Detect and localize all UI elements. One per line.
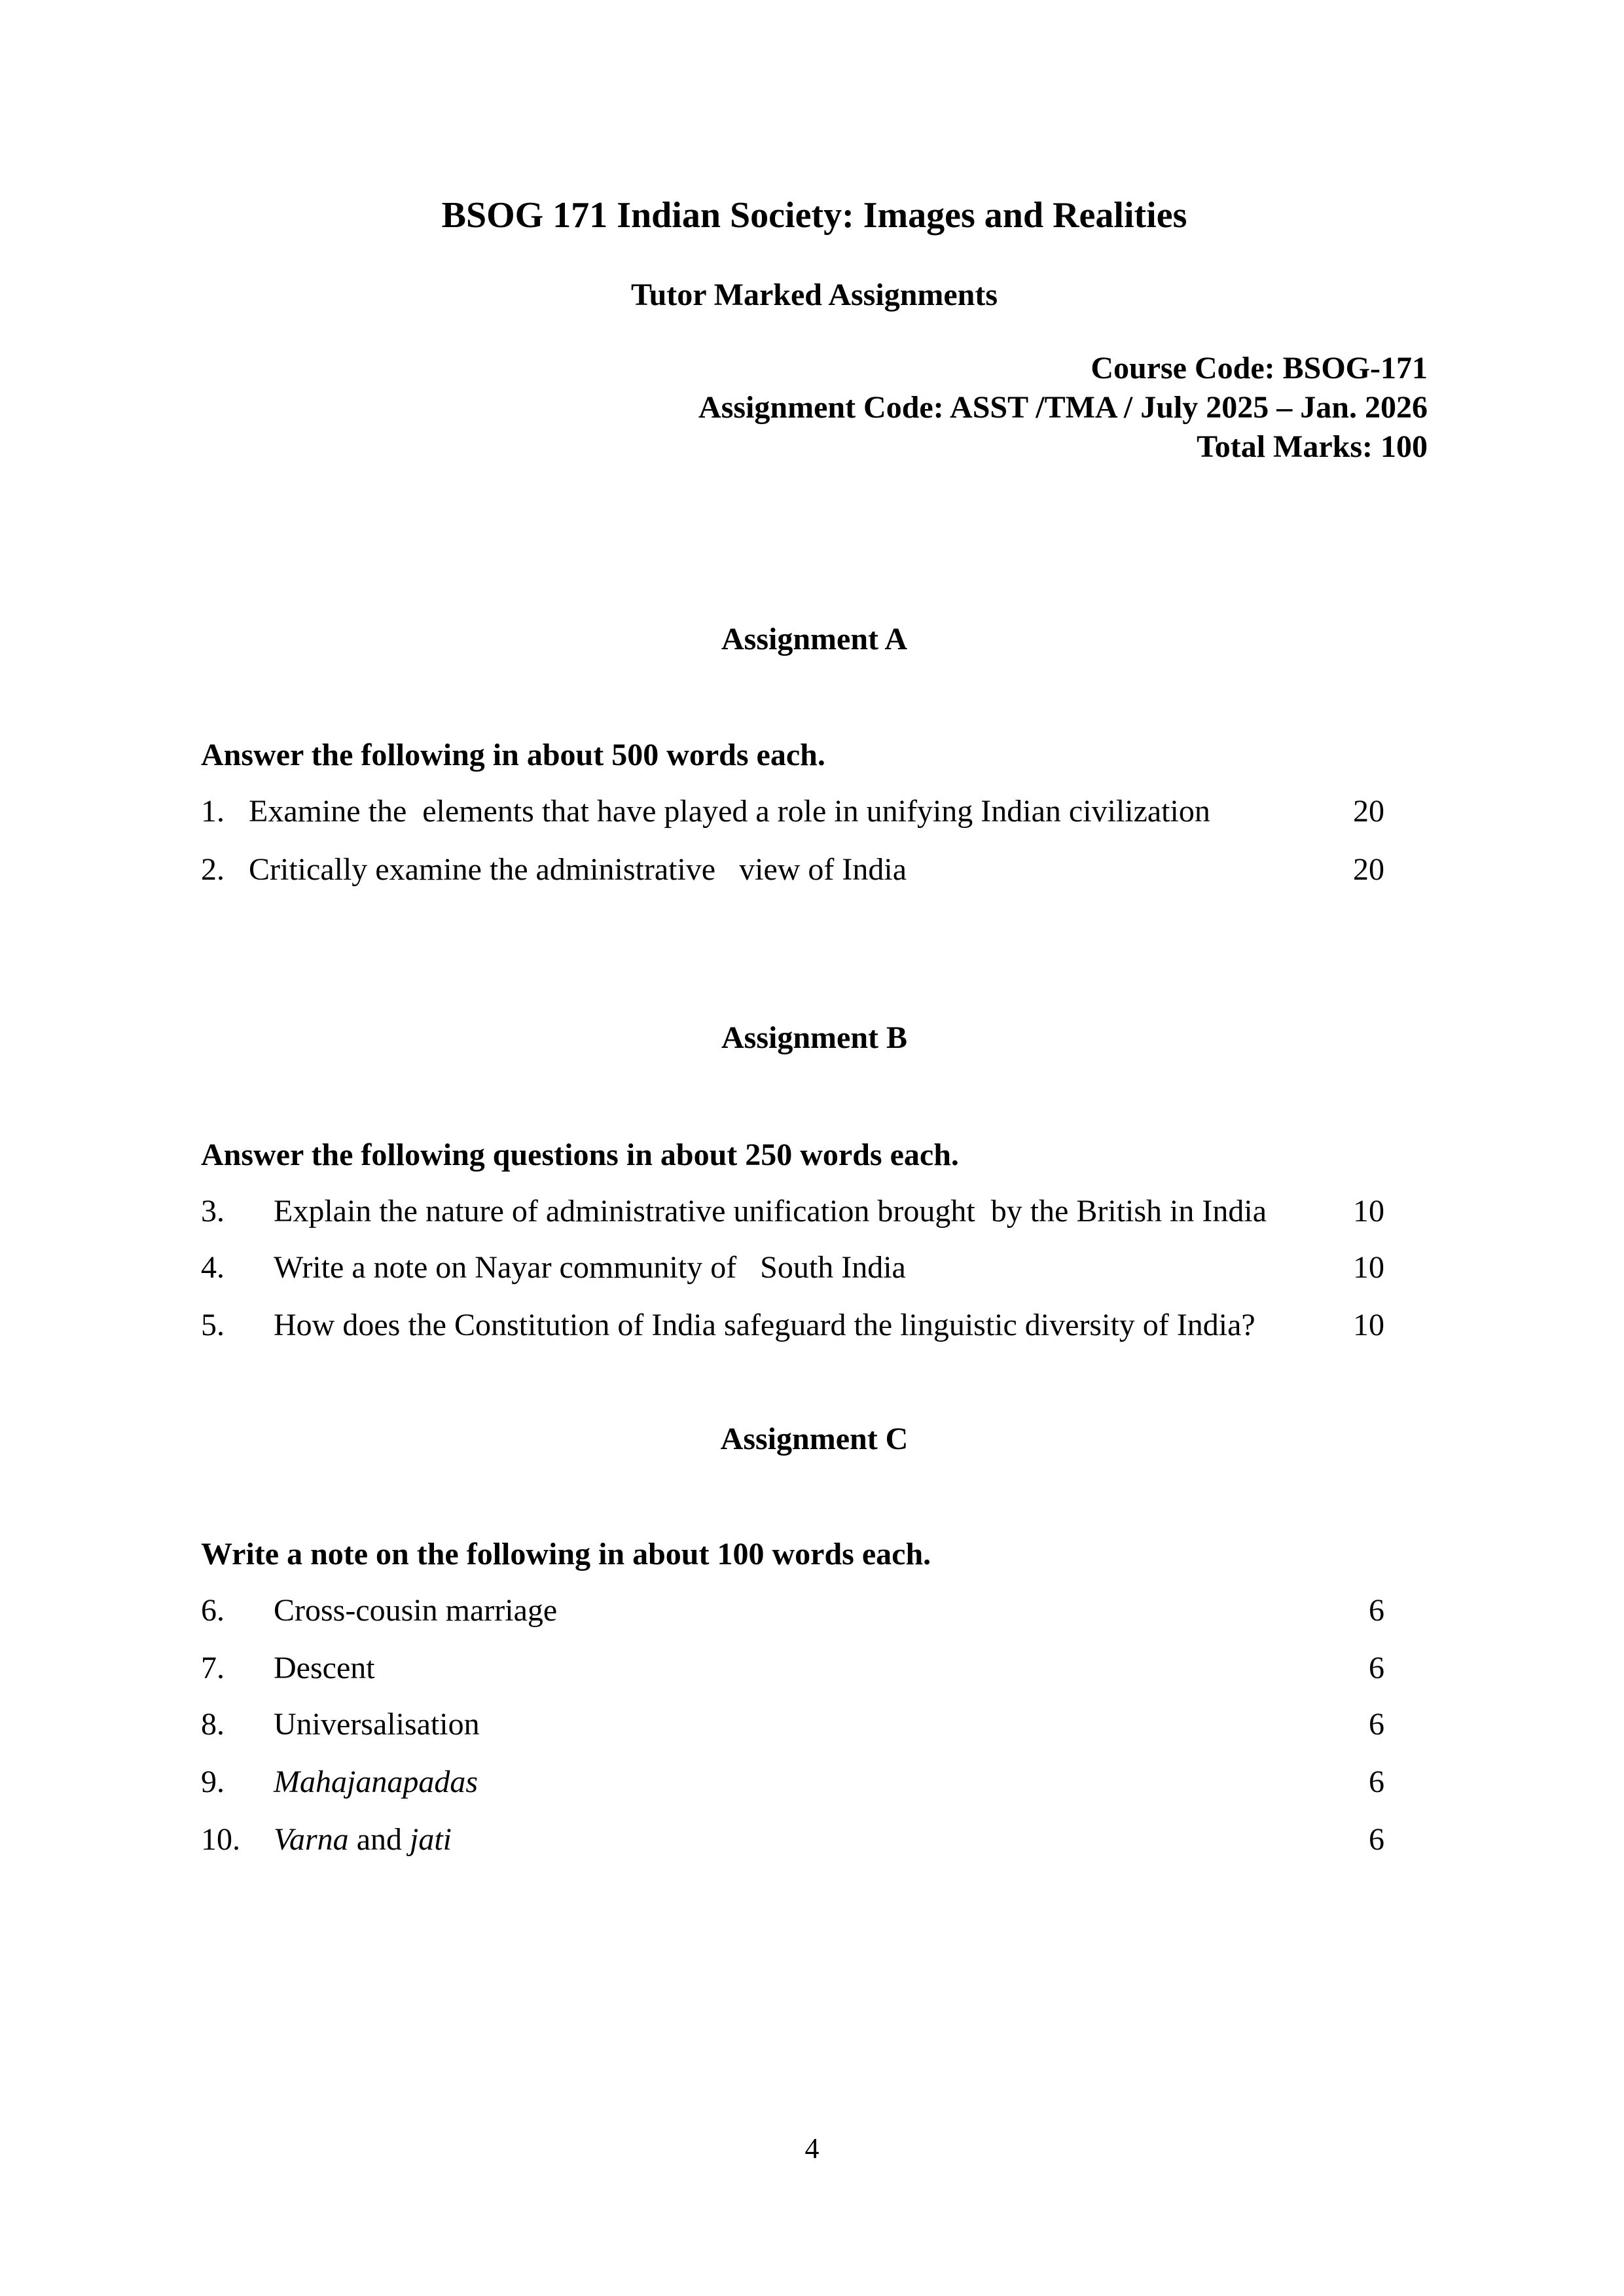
question-text: Mahajanapadas (274, 1765, 478, 1799)
question-number: 8. (201, 1707, 225, 1742)
question-number: 4. (201, 1250, 225, 1285)
instruction-assignment-c: Write a note on the following in about 100 words each. (201, 1537, 931, 1571)
question-marks: 10 (1353, 1308, 1384, 1342)
section-heading-assignment-a: Assignment A (721, 622, 908, 656)
question-marks: 6 (1369, 1765, 1384, 1799)
question-text: How does the Constitution of India safeguard the linguistic diversity of India? (274, 1308, 1255, 1342)
assignment-code-line: Assignment Code: ASST /TMA / July 2025 – Jan. 2026 (698, 390, 1428, 425)
question-text: Cross-cousin marriage (274, 1593, 558, 1628)
question-text (274, 1821, 1369, 1859)
question-row-8 (201, 1706, 1428, 1744)
question-row-1 (201, 793, 1428, 831)
question-text: Critically examine the administrative view of India (249, 852, 907, 887)
question-number: 3. (201, 1194, 225, 1229)
question-text: Explain the nature of administrative unification brought by the British in India (274, 1194, 1267, 1229)
question-row-10 (201, 1821, 1428, 1859)
question-number: 5. (201, 1308, 225, 1342)
question-text: Descent (274, 1651, 375, 1685)
document-subtitle: Tutor Marked Assignments (630, 278, 998, 312)
question-text: Write a note on Nayar community of South India (274, 1250, 906, 1285)
question-marks: 6 (1369, 1651, 1384, 1685)
section-heading-assignment-c: Assignment C (720, 1422, 909, 1456)
question-marks: 6 (1369, 1593, 1384, 1628)
question-text-italic-term: jati (410, 1822, 452, 1857)
question-marks: 10 (1353, 1250, 1384, 1285)
question-marks: 20 (1353, 794, 1384, 829)
question-row-3 (201, 1193, 1428, 1230)
question-marks: 20 (1353, 852, 1384, 887)
page-number: 4 (804, 2132, 820, 2164)
question-text-plain: and (348, 1822, 410, 1857)
course-meta-block (201, 349, 1428, 467)
course-code-line: Course Code: BSOG-171 (1091, 351, 1428, 386)
total-marks-line: Total Marks: 100 (1197, 429, 1428, 464)
question-text: Universalisation (274, 1707, 480, 1742)
question-marks: 6 (1369, 1707, 1384, 1742)
question-number: 6. (201, 1593, 225, 1628)
question-number: 7. (201, 1651, 225, 1685)
question-text-italic-term: Varna (274, 1822, 349, 1857)
instruction-assignment-b: Answer the following questions in about 250 words each. (201, 1138, 959, 1172)
question-number: 10. (201, 1822, 240, 1857)
question-number: 1. (201, 794, 225, 829)
page-title: BSOG 171 Indian Society: Images and Realities (441, 195, 1187, 236)
instruction-assignment-a: Answer the following in about 500 words each. (201, 738, 825, 772)
question-row-7 (201, 1649, 1428, 1687)
section-heading-assignment-b: Assignment B (721, 1020, 908, 1055)
question-marks: 6 (1369, 1822, 1384, 1857)
question-row-4 (201, 1249, 1428, 1287)
question-row-5 (201, 1306, 1428, 1344)
question-text: Examine the elements that have played a role in unifying Indian civilization (249, 794, 1210, 829)
question-number: 9. (201, 1765, 225, 1799)
question-row-9 (201, 1763, 1428, 1801)
question-row-2 (201, 851, 1428, 889)
question-number: 2. (201, 852, 225, 887)
question-row-6 (201, 1592, 1428, 1630)
question-marks: 10 (1353, 1194, 1384, 1229)
